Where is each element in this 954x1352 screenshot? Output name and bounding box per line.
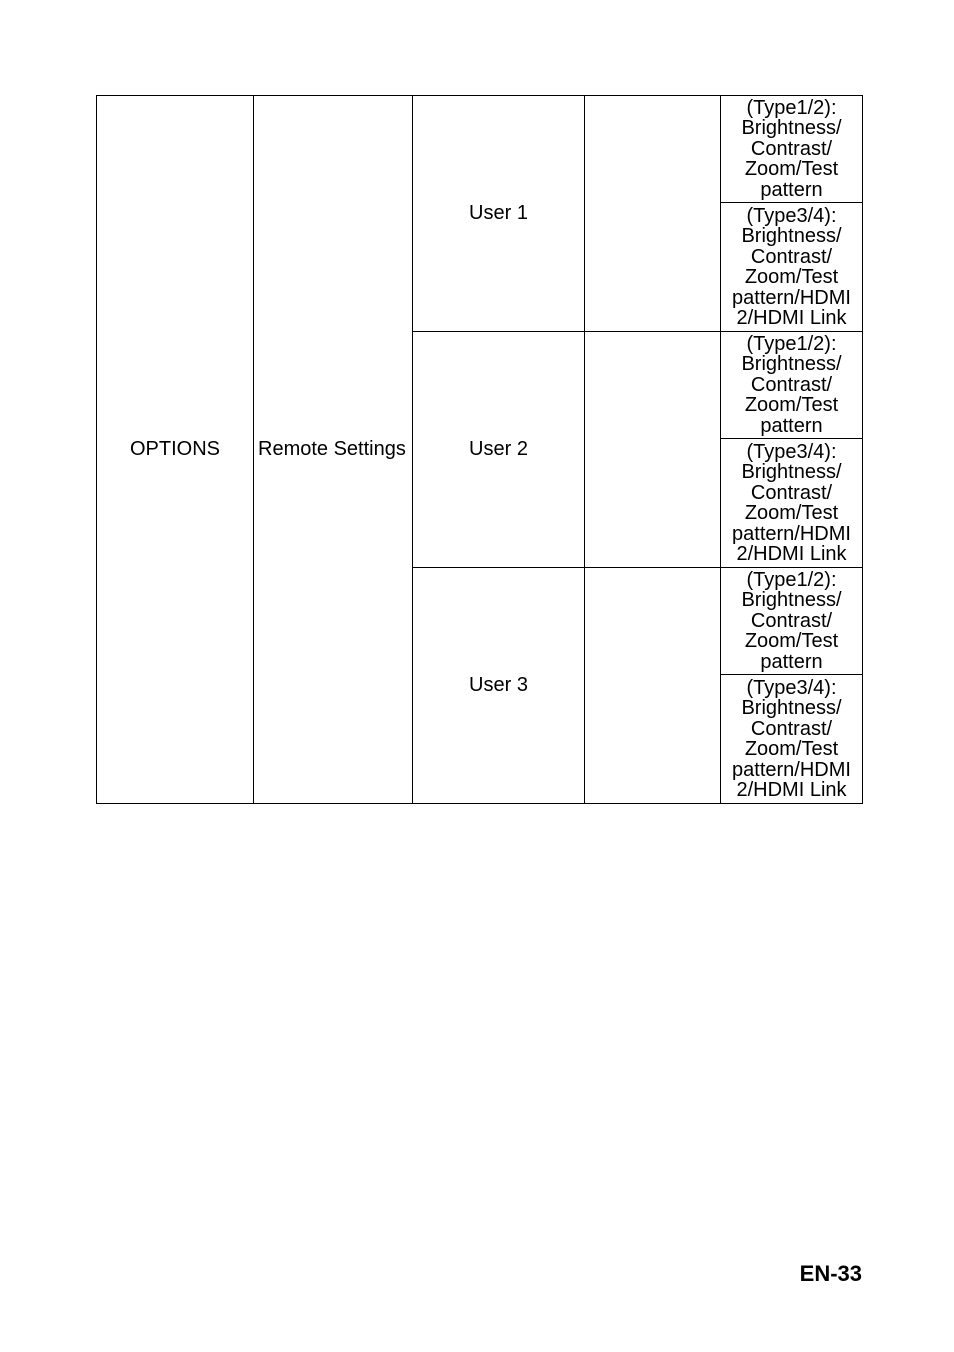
user-1-label: User 1 xyxy=(413,96,585,332)
table-row xyxy=(97,96,863,203)
description-line: Zoom/Test xyxy=(744,502,839,524)
description-line: (Type1/2): xyxy=(746,568,837,591)
description-line: Zoom/Test xyxy=(744,266,839,288)
user-2-value-cell xyxy=(585,332,721,568)
description-line: Contrast/ xyxy=(750,609,833,632)
user-3-type12-description xyxy=(721,568,863,675)
user-2-label: User 2 xyxy=(413,332,585,568)
menu-cell-options: OPTIONS xyxy=(97,96,254,804)
description-line: Contrast/ xyxy=(750,481,833,504)
description-line: Contrast/ xyxy=(750,137,833,160)
description-line: Brightness/ xyxy=(741,697,842,719)
user-2-type12-description xyxy=(721,332,863,439)
description-line: 2/HDMI Link xyxy=(736,779,847,801)
user-1-type12-description xyxy=(721,96,863,203)
description-line: pattern xyxy=(760,414,823,437)
user-3-label: User 3 xyxy=(413,568,585,804)
page-number: EN-33 xyxy=(799,1261,862,1286)
description-line: Contrast/ xyxy=(750,245,833,268)
user-2-type34-description xyxy=(721,439,863,568)
description-line: Zoom/Test xyxy=(744,394,839,417)
description-line: (Type3/4): xyxy=(746,440,837,463)
description-line: (Type3/4): xyxy=(746,676,837,699)
description-line: pattern/HDMI xyxy=(732,522,851,545)
description-line: 2/HDMI Link xyxy=(736,543,847,565)
user-3-value-cell xyxy=(585,568,721,804)
description-line: Contrast/ xyxy=(750,373,833,396)
user-1-value-cell xyxy=(585,96,721,332)
description-line: Zoom/Test xyxy=(744,158,839,181)
description-line: (Type1/2): xyxy=(746,332,837,355)
submenu-cell-remote-settings: Remote Settings xyxy=(254,96,413,804)
description-line: pattern xyxy=(760,650,823,673)
description-line: pattern/HDMI xyxy=(732,286,851,309)
user-1-type34-description xyxy=(721,203,863,332)
description-line: (Type3/4): xyxy=(746,204,837,227)
description-line: Brightness/ xyxy=(741,461,842,483)
options-menu-table xyxy=(96,95,863,804)
description-line: Contrast/ xyxy=(750,717,833,740)
description-line: Zoom/Test xyxy=(744,738,839,760)
description-line: pattern/HDMI xyxy=(732,758,851,781)
description-line: 2/HDMI Link xyxy=(736,307,847,329)
description-line: Brightness/ xyxy=(741,589,842,612)
description-line: Zoom/Test xyxy=(744,630,839,653)
description-line: Brightness/ xyxy=(741,117,842,140)
user-3-type34-description xyxy=(721,675,863,804)
description-line: Brightness/ xyxy=(741,353,842,376)
description-line: (Type1/2): xyxy=(746,96,837,119)
description-line: Brightness/ xyxy=(741,225,842,247)
description-line: pattern xyxy=(760,178,823,201)
